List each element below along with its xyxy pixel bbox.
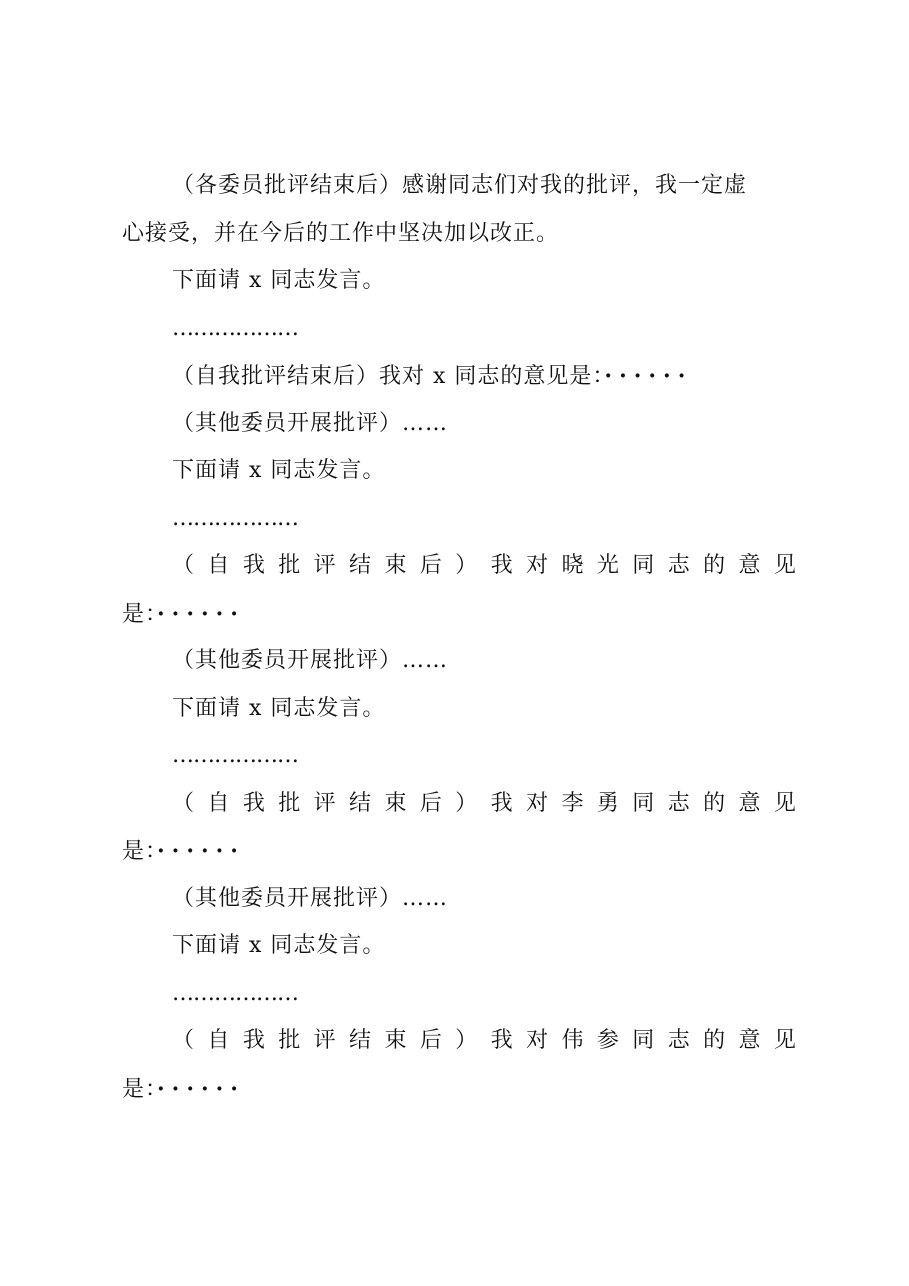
others-criticism-line: （其他委员开展批评）…… [172, 886, 449, 911]
justified-char: 后 [419, 553, 442, 578]
justified-char: 结 [349, 791, 372, 816]
justified-char: 光 [596, 553, 619, 578]
opinion-line-justified [172, 784, 796, 824]
justified-char: （ [172, 1028, 195, 1053]
justified-char: 自 [207, 553, 230, 578]
justified-char: ） [455, 553, 478, 578]
justified-char: 结 [349, 1028, 372, 1053]
opinion-bullets: ······ [157, 1076, 245, 1102]
ellipsis-line: ……………… [172, 506, 298, 531]
paragraph-line: （各委员批评结束后）感谢同志们对我的批评，我一定虚 [172, 173, 748, 198]
justified-char: 同 [632, 791, 655, 816]
justified-char: 批 [278, 791, 301, 816]
ellipsis-line: ……………… [172, 316, 298, 341]
ellipsis-line: ……………… [172, 743, 298, 768]
opinion-bullets: ······ [157, 601, 245, 627]
justified-char: 志 [667, 791, 690, 816]
justified-char: 同 [632, 1028, 655, 1053]
ellipsis-line: ……………… [172, 981, 298, 1006]
invite-line: 下面请 x 同志发言。 [172, 268, 386, 293]
justified-char: 评 [313, 791, 336, 816]
justified-char: ） [455, 791, 478, 816]
opinion-bullets: ······ [157, 838, 245, 864]
justified-char: 的 [703, 553, 726, 578]
opinion-line [0, 356, 909, 396]
justified-char: 我 [242, 553, 265, 578]
justified-char: 的 [703, 1028, 726, 1053]
justified-char: 对 [526, 553, 549, 578]
justified-char: （ [172, 791, 195, 816]
justified-char: 意 [738, 553, 761, 578]
justified-char: 评 [313, 1028, 336, 1053]
justified-char: 束 [384, 791, 407, 816]
opinion-line-justified [172, 1021, 796, 1061]
opinion-text: （自我批评结束后）我对 x 同志的意见是： [172, 364, 605, 389]
justified-char: 志 [667, 1028, 690, 1053]
justified-char: 自 [207, 1028, 230, 1053]
justified-char: 评 [313, 553, 336, 578]
justified-char: 意 [738, 791, 761, 816]
opinion-line-justified [172, 546, 796, 586]
invite-line: 下面请 x 同志发言。 [172, 696, 386, 721]
opinion-continuation [0, 594, 909, 634]
justified-char: 同 [632, 553, 655, 578]
justified-char: 我 [490, 791, 513, 816]
justified-char: 批 [278, 1028, 301, 1053]
justified-char: 结 [349, 553, 372, 578]
justified-char: 后 [419, 1028, 442, 1053]
justified-char: 见 [773, 553, 796, 578]
others-criticism-line: （其他委员开展批评）…… [172, 411, 449, 436]
justified-char: 对 [526, 1028, 549, 1053]
justified-char: 晓 [561, 553, 584, 578]
justified-char: 后 [419, 791, 442, 816]
justified-char: 束 [384, 553, 407, 578]
justified-char: 见 [773, 791, 796, 816]
invite-line: 下面请 x 同志发言。 [172, 933, 386, 958]
opinion-tail: 是： [122, 1077, 158, 1102]
justified-char: 志 [667, 553, 690, 578]
justified-char: 对 [526, 791, 549, 816]
justified-char: 伟 [561, 1028, 584, 1053]
paragraph-line: 心接受，并在今后的工作中坚决加以改正。 [122, 221, 560, 246]
justified-char: 自 [207, 791, 230, 816]
others-criticism-line: （其他委员开展批评）…… [172, 648, 449, 673]
invite-line: 下面请 x 同志发言。 [172, 458, 386, 483]
justified-char: ） [455, 1028, 478, 1053]
opinion-tail: 是： [122, 602, 158, 627]
opinion-continuation [0, 1069, 909, 1109]
justified-char: 勇 [596, 791, 619, 816]
opinion-continuation [0, 831, 909, 871]
justified-char: 批 [278, 553, 301, 578]
justified-char: 我 [490, 1028, 513, 1053]
justified-char: 我 [242, 1028, 265, 1053]
justified-char: 意 [738, 1028, 761, 1053]
justified-char: 李 [561, 791, 584, 816]
justified-char: （ [172, 553, 195, 578]
justified-char: 参 [596, 1028, 619, 1053]
justified-char: 的 [703, 791, 726, 816]
justified-char: 见 [773, 1028, 796, 1053]
opinion-bullets: ······ [604, 363, 693, 389]
justified-char: 我 [242, 791, 265, 816]
opinion-tail: 是： [122, 839, 158, 864]
justified-char: 我 [490, 553, 513, 578]
justified-char: 束 [384, 1028, 407, 1053]
